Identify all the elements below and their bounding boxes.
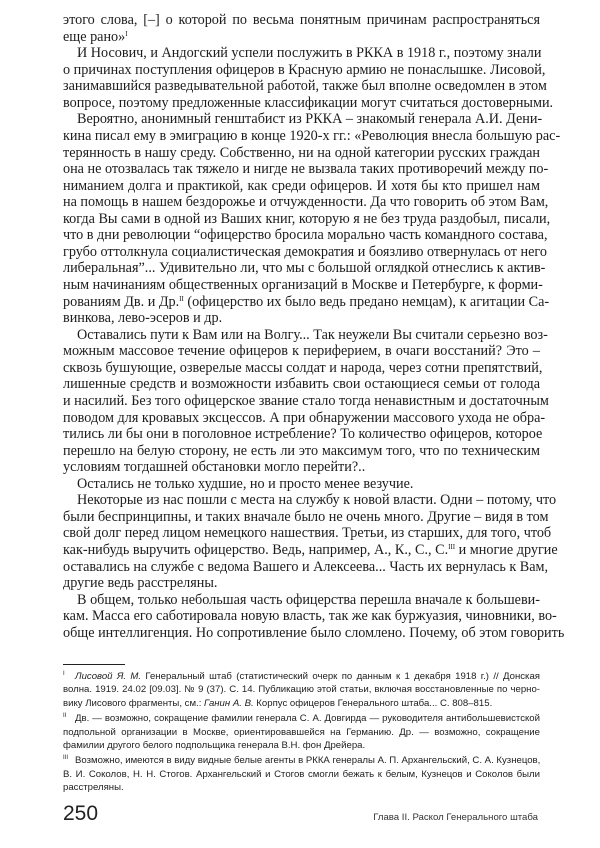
text-line	[63, 178, 540, 195]
line-text: занимавшийся разведывательной работой, также был вполне осведомлен в этом	[63, 78, 547, 95]
text-line	[63, 161, 549, 178]
paragraph	[63, 492, 558, 592]
line-text: Дв. — возможно, сокращение фамилии генерала С. А. Довгирда — руководителя антибольшевистской	[75, 713, 540, 725]
line-text: грубо оттолкнула социалистическая демократия и боязливо отвернулась от него	[63, 243, 547, 260]
main-text	[63, 12, 565, 641]
footnote-line	[63, 710, 540, 725]
line-text: другие ведь расстреляны.	[63, 575, 218, 592]
text-line	[63, 558, 549, 576]
text-line	[63, 127, 561, 145]
line-text: Остались не только худшие, но и просто менее везучие.	[77, 475, 414, 492]
text-line	[63, 608, 557, 625]
footnote-line	[63, 739, 540, 752]
text-line	[63, 376, 540, 393]
line-text: вопросе, поэтому предложенные классификации могут считаться достоверными.	[63, 94, 554, 111]
footnote-divider	[63, 664, 125, 665]
text-line	[63, 525, 552, 542]
text-line	[63, 392, 549, 410]
line-text: ным начинаниям общественных организаций в Москве и Петербурге, к форми-	[63, 277, 543, 293]
line-text: оставались на службе с ведома Вашего и Алексеева... Часть их вернулась к Вам,	[63, 558, 549, 575]
text-line	[63, 293, 550, 311]
line-text: еще рано»	[63, 28, 126, 45]
line-text: волна. 1919. 24.02 [09.03]. № 9 (37). С. 14. Публикацию этой статьи, включая восстановленные по черно-	[63, 684, 540, 696]
line-text: подпольной организации в Москве, ориентировавшейся на Германию. Др. — возможно, сокращение	[63, 726, 540, 738]
paragraph	[63, 111, 561, 327]
text-line	[63, 359, 543, 377]
text-line	[63, 210, 551, 228]
text-line	[63, 145, 540, 162]
line-text: поводом для кровавых эксцессов. А при обнаружении массового ухода не обра-	[63, 409, 546, 426]
line-text: либеральная”... Удивительно ли, что мы с большой оглядкой отнеслись к актив-	[63, 260, 546, 277]
line-text: обще интеллигенция. Но сопротивление было сломлено. Почему, об этом говорить	[63, 624, 565, 641]
paragraph	[63, 12, 540, 45]
text-line	[63, 94, 554, 112]
text-line	[63, 624, 565, 642]
text-line	[63, 310, 540, 327]
footnote-line	[63, 683, 540, 696]
footnote-marker: II	[63, 713, 67, 720]
footnote-ref: III	[448, 543, 456, 551]
line-text: можным массовое течение офицеров к периферием, в очаги восстаний? Это –	[63, 343, 540, 360]
text-line	[63, 343, 540, 360]
text-line	[63, 476, 540, 493]
paragraph	[63, 591, 565, 642]
line-text: она не отозвалась так тяжело и нигде не вызвала таких противоречий между по-	[63, 161, 549, 178]
line-text: Корпус офицеров Генерального штаба... С. 808–815.	[253, 697, 493, 709]
line-text: Генеральный штаб (статистический очерк по данным к 1 декабря 1918 г.) // Донская	[141, 671, 540, 682]
line-text: лишенные средств и возможности избавить свои остающиеся семьи от голода	[63, 376, 540, 393]
text-line	[63, 542, 558, 559]
footnote-line	[63, 768, 540, 781]
text-line	[63, 326, 548, 344]
footnote-line	[63, 781, 540, 794]
footnote-marker: III	[63, 755, 69, 762]
text-line	[63, 61, 546, 79]
line-text: перешло на белую сторону, не есть ли это максимум того, что по техническим	[63, 442, 540, 459]
line-text: кам. Масса его саботировала новую власть, так же как буржуазия, чиновники, во-	[63, 608, 557, 625]
text-line	[63, 78, 547, 95]
text-line	[63, 459, 540, 476]
line-text: на помощь в нашем бездорожье и отчужденности. Да что говорить об этом Вам,	[63, 194, 549, 211]
text-line	[63, 575, 540, 592]
line-text: что в дни революции “офицерство бросила морально часть командного состава,	[63, 227, 548, 244]
text-line	[63, 12, 540, 29]
line-text: фамилии другого белого подпольщика генерала В.Н. фон Дрейера.	[63, 740, 366, 752]
line-text: условиям тогдашней обстановки могло перейти?..	[63, 459, 366, 476]
line-text: В общем, только небольшая часть офицерства перешла вначале к большеви-	[77, 591, 540, 608]
author: Лисовой Я. М.	[75, 671, 142, 682]
line-text: когда Вы сами в одной из Ваших книг, которую я не без труда раздобыл, писали,	[63, 210, 551, 227]
line-text: кина писал ему в эмиграцию в конце 1920-х гг.: «Революция внесла большую рас-	[63, 127, 561, 144]
text-line	[63, 277, 543, 294]
text-line	[63, 443, 540, 460]
paragraph	[63, 45, 554, 111]
line-text: свой долг перед лицом немецкого нашествия. Третьи, из старших, для того, чтоб	[63, 525, 552, 542]
text-line	[63, 111, 543, 128]
line-text: как-нибудь выручить офицерство. Ведь, например, А., К., С., С.	[63, 542, 449, 558]
line-text: были беспринципны, и таких вначале было не очень много. Другие – видя в том	[63, 508, 549, 525]
text-line	[63, 508, 549, 526]
text-line	[63, 29, 540, 46]
line-text: (офицерство их было ведь предано немцам), к агитации Са-	[183, 293, 550, 310]
footnotes	[63, 668, 540, 795]
line-text: Оставались пути к Вам или на Волгу... Так неужели Вы считали серьезно воз-	[77, 326, 548, 343]
text-line	[63, 260, 546, 277]
text-line	[63, 426, 543, 443]
line-text: винкова, лево-эсеров и др.	[63, 310, 223, 327]
running-title: Глава II. Раскол Генерального штаба	[373, 812, 538, 823]
text-line	[63, 243, 547, 261]
footnote-line	[63, 697, 540, 710]
footnote-line	[63, 752, 540, 767]
text-line	[63, 227, 548, 244]
footnote-ref: II	[179, 294, 184, 303]
text-line	[63, 592, 540, 609]
text-line	[63, 409, 546, 427]
footnote	[63, 752, 540, 794]
page-number: 250	[63, 802, 99, 825]
line-text: сквозь бушующие, озверелые массы солдат и народа, через сотни препятствий,	[63, 359, 543, 376]
line-text: тились ли бы они в поголовное истребление? То количество офицеров, которое	[63, 426, 543, 443]
footnote	[63, 710, 540, 752]
line-text: расстреляны.	[63, 782, 124, 794]
footnote-line	[63, 726, 540, 739]
line-text: В. И. Соколов, Н. Н. Стогов. Архангельский и Стогов смогли бежать к белым, Кузнецов и Соколов были	[63, 768, 540, 780]
line-text: и многие другие	[455, 542, 558, 558]
author: Ганин А. В.	[204, 697, 254, 709]
text-line	[63, 492, 557, 509]
text-line	[63, 45, 540, 62]
line-text: этого слова, [–] о которой по весьма понятным причинам распространяться	[63, 12, 540, 28]
paragraph	[63, 476, 540, 493]
line-text: И Носович, и Андогский успели послужить в РККА в 1918 г., поэтому знали	[77, 45, 542, 62]
footnote-ref: I	[125, 29, 128, 38]
line-text: ниманием долга и практикой, как среди офицеров. И хотя бы кто пришел нам	[63, 177, 540, 194]
text-line	[63, 194, 549, 211]
line-text: вику Лисового фрагменты, см.:	[63, 697, 205, 709]
footnote-line	[63, 668, 540, 683]
line-text: и насилий. Без того офицерское звание стало тогда ненавистным и достаточным	[63, 392, 549, 409]
line-text: Вероятно, анонимный генштабист из РККА – знакомый генерала А.И. Дени-	[77, 111, 543, 128]
footnote-marker: I	[63, 671, 65, 677]
line-text: терянность в нашу среду. Собственно, ни на одной категории русских граждан	[63, 144, 540, 161]
line-text: Некоторые из нас пошли с места на службу к новой власти. Одни – потому, что	[77, 492, 557, 509]
line-text: о причинах поступления офицеров в Красную армию не понаслышке. Лисовой,	[63, 61, 546, 78]
footnote	[63, 668, 540, 710]
line-text: Возможно, имеются в виду видные белые агенты в РККА генералы А. П. Архангельский, С. А. Кузнецов,	[75, 755, 541, 767]
paragraph	[63, 326, 549, 476]
line-text: рованиям Дв. и Др.	[63, 293, 180, 310]
